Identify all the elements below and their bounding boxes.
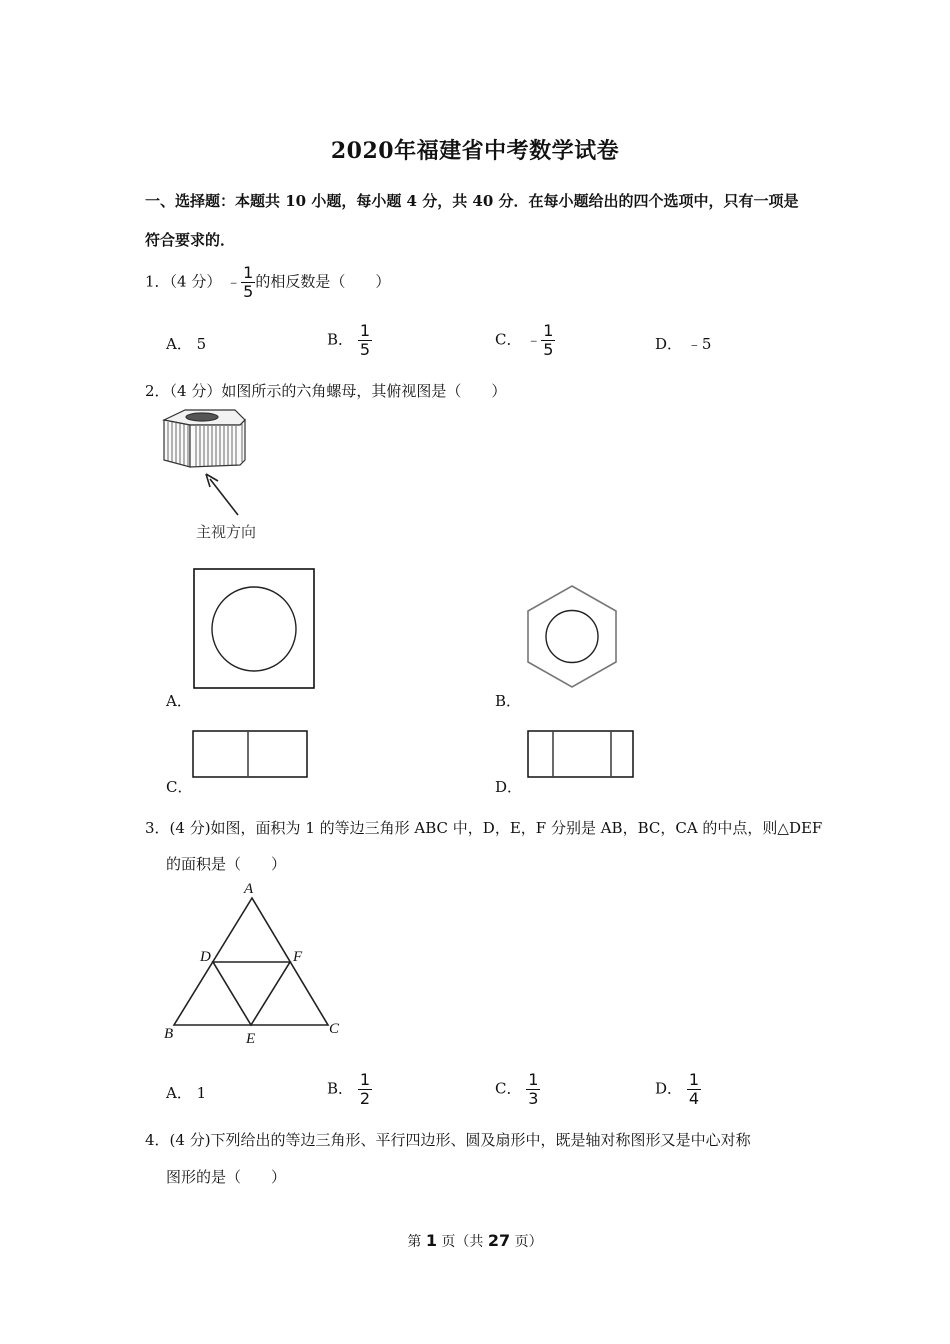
q1-neg-sign: ﹣ xyxy=(226,272,242,291)
q2-number: 2． xyxy=(145,382,170,400)
q2-option-c[interactable]: C． xyxy=(166,778,193,796)
q1-option-d[interactable] xyxy=(655,333,711,354)
vertex-c-label: C xyxy=(329,1021,340,1037)
q1-score: （4 分） xyxy=(169,272,222,291)
q1-number: 1． xyxy=(145,272,170,291)
q1-option-c-fraction xyxy=(541,322,555,359)
q3-option-a-text: 1 xyxy=(196,1084,207,1102)
footer-mid: 页（共 xyxy=(436,1234,488,1250)
vertex-e-label: E xyxy=(246,1031,256,1047)
q1-option-c-label: C． xyxy=(495,330,522,349)
q3-option-d-label: D． xyxy=(655,1079,683,1098)
q2-option-b-figure xyxy=(525,584,619,690)
q2-stem-text: （4 分）如图所示的六角螺母，其俯视图是（ ） xyxy=(169,382,507,400)
footer-total-pages: 27 xyxy=(487,1231,511,1250)
q1-option-c[interactable] xyxy=(495,322,555,359)
page-footer xyxy=(0,1231,950,1251)
question-2-stem xyxy=(145,380,506,401)
question-4-stem-line1: 4．(4 分)下列给出的等边三角形、平行四边形、圆及扇形中，既是轴对称图形又是中心对称 xyxy=(145,1131,751,1149)
q1-option-b-num: 1 xyxy=(359,321,370,340)
q1-option-b-fraction xyxy=(358,322,372,359)
question-1-stem xyxy=(145,264,390,301)
vertex-d-label: D xyxy=(200,949,211,965)
hex-nut-figure xyxy=(160,405,280,535)
q1-option-c-sign: ﹣ xyxy=(526,330,542,349)
q3-option-b-label: B． xyxy=(327,1079,354,1098)
q1-option-a-label: A． xyxy=(166,335,192,353)
q2-option-d-figure xyxy=(527,730,635,780)
q1-frac-num: 1 xyxy=(243,263,254,282)
q1-stem-tail: 的相反数是（ ） xyxy=(255,272,391,291)
q1-fraction xyxy=(241,264,255,301)
vertex-b-label: B xyxy=(164,1026,174,1042)
q3-option-b-fraction xyxy=(358,1071,372,1108)
section-heading-line1: 一、选择题：本题共 10 小题，每小题 4 分，共 40 分．在每小题给出的四个选项中，只有一项是 xyxy=(145,192,799,210)
q3-option-d[interactable] xyxy=(655,1071,701,1108)
q1-option-b[interactable] xyxy=(327,322,372,359)
q1-option-d-text: ﹣5 xyxy=(686,335,712,353)
footer-pre: 第 xyxy=(407,1234,426,1250)
q3-option-b-num: 1 xyxy=(359,1070,370,1089)
vertex-a-label: A xyxy=(244,881,254,897)
q1-option-c-num: 1 xyxy=(543,321,554,340)
footer-page-number: 1 xyxy=(425,1231,437,1250)
q3-option-d-num: 1 xyxy=(688,1070,699,1089)
q3-option-c-num: 1 xyxy=(528,1070,539,1089)
q2-option-a[interactable]: A． xyxy=(166,692,192,710)
q3-option-b[interactable] xyxy=(327,1071,372,1108)
section-heading-line2: 符合要求的． xyxy=(145,231,236,249)
q1-option-b-label: B． xyxy=(327,330,354,349)
q2-option-c-figure xyxy=(192,730,309,780)
q2-option-b[interactable]: B． xyxy=(495,692,522,710)
q3-option-b-den: 2 xyxy=(359,1089,370,1108)
q1-option-b-den: 5 xyxy=(359,340,370,359)
footer-post: 页） xyxy=(510,1234,543,1250)
question-4-stem-line2: 图形的是（ ） xyxy=(166,1168,287,1186)
q3-option-d-den: 4 xyxy=(688,1089,699,1108)
q3-option-d-fraction xyxy=(687,1071,701,1108)
q3-option-c[interactable] xyxy=(495,1071,540,1108)
q1-option-a[interactable] xyxy=(166,333,206,354)
q3-option-a-label: A． xyxy=(166,1084,192,1102)
q3-option-c-label: C． xyxy=(495,1079,522,1098)
q1-option-c-den: 5 xyxy=(543,340,554,359)
q1-option-a-text: 5 xyxy=(196,335,207,353)
q2-option-d[interactable]: D． xyxy=(495,778,523,796)
q2-option-a-figure xyxy=(193,568,316,690)
q3-option-a[interactable] xyxy=(166,1082,206,1103)
page-title: 2020年福建省中考数学试卷 xyxy=(330,138,620,164)
question-3-stem-line2: 的面积是（ ） xyxy=(166,855,287,873)
triangle-abc-figure xyxy=(160,878,350,1048)
q3-option-c-den: 3 xyxy=(528,1089,539,1108)
q1-frac-den: 5 xyxy=(243,282,254,301)
view-direction-caption: 主视方向 xyxy=(196,523,257,541)
q1-option-d-label: D． xyxy=(655,335,683,353)
vertex-f-label: F xyxy=(293,949,303,965)
q3-option-c-fraction xyxy=(526,1071,540,1108)
question-3-stem-line1: 3．(4 分)如图，面积为 1 的等边三角形 ABC 中，D，E，F 分别是 AB，BC，CA 的中点，则△DEF xyxy=(145,819,823,837)
